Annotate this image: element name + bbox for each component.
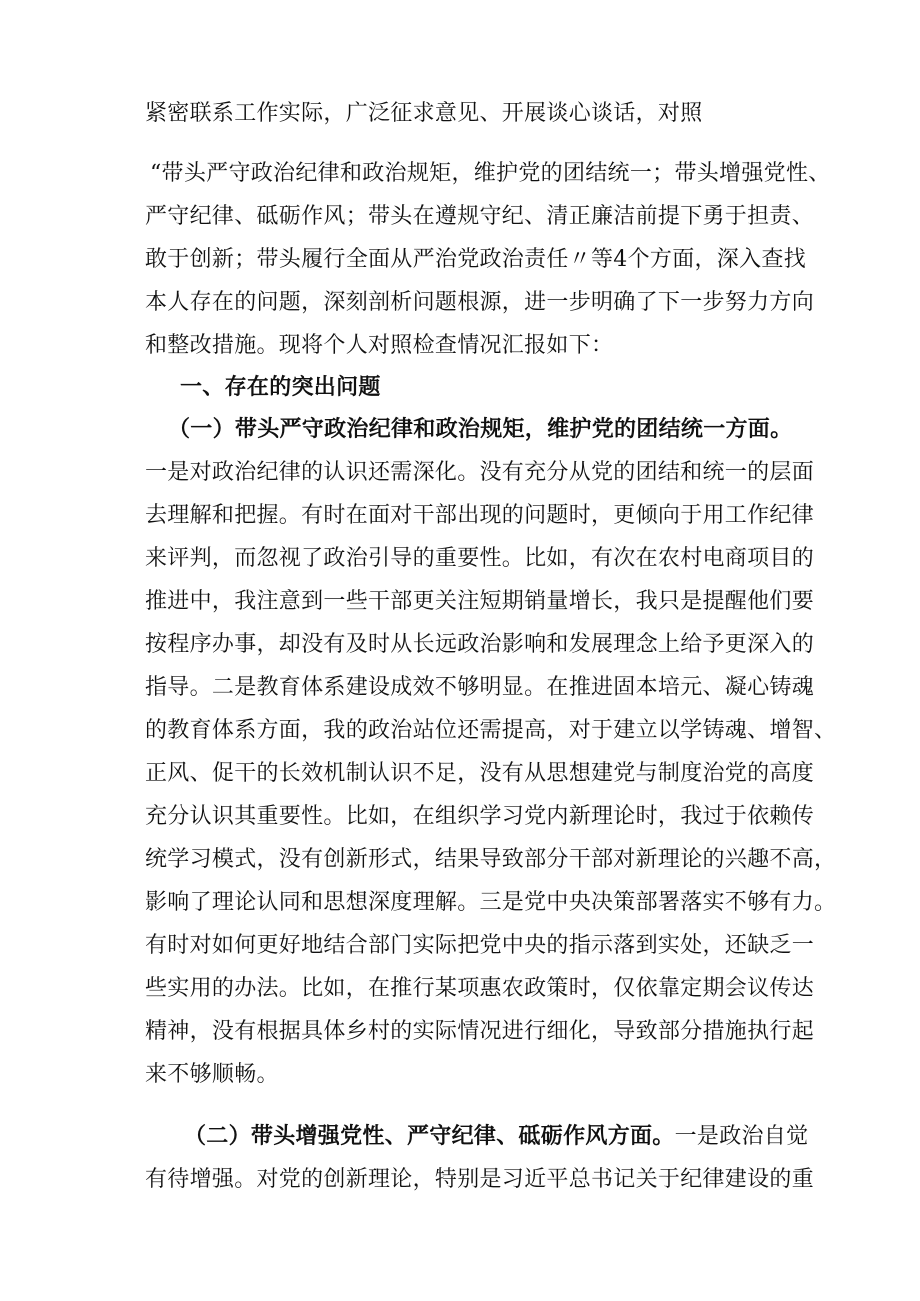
paragraph-line: 推进中，我注意到一些干部更关注短期销量增长，我只是提醒他们要 [145,589,815,614]
paragraph-line: 充分认识其重要性。比如，在组织学习党内新理论时，我过于依赖传 [145,804,815,829]
subsection-line [184,1122,809,1152]
paragraph-line: 严守纪律、砥砺作风；带头在遵规守纪、清正廉洁前提下勇于担责、 [145,204,815,229]
paragraph-line: 指导。二是教育体系建设成效不够明显。在推进固本培元、凝心铸魂 [145,675,815,700]
section-heading: 一、存在的突出问题 [180,375,381,400]
paragraph-line: 影响了理论认同和思想深度理解。三是党中央决策部署落实不够有力。 [145,890,837,915]
paragraph-line: “带头严守政治纪律和政治规矩，维护党的团结统一；带头增强党性、 [150,161,831,186]
paragraph-line: 统学习模式，没有创新形式，结果导致部分干部对新理论的兴趣不高， [145,847,837,872]
paragraph-line: 有时对如何更好地结合部门实际把党中央的指示落到实处，还缺乏一 [145,933,815,958]
paragraph-line: 敢于创新；带头履行全面从严治党政治责任〃等4个方面，深入查找 [145,247,806,272]
paragraph-line: 正风、促干的长效机制认识不足，没有从思想建党与制度治党的高度 [145,761,815,786]
paragraph-line: 精神，没有根据具体乡村的实际情况进行细化，导致部分措施执行起 [145,1019,815,1044]
subsection-heading: （二）带头增强党性、严守纪律、砥砺作风方面。 [184,1124,675,1149]
paragraph-line: 和整改措施。现将个人对照检查情况汇报如下： [145,333,614,358]
paragraph-line: 的教育体系方面，我的政治站位还需提高，对于建立以学铸魂、增智、 [145,718,837,743]
paragraph-line: 来评判，而忽视了政治引导的重要性。比如，有次在农村电商项目的 [145,546,815,571]
paragraph-line: 按程序办事，却没有及时从长远政治影响和发展理念上给予更深入的 [145,632,815,657]
paragraph-line: 本人存在的问题，深刻剖析问题根源，进一步明确了下一步努力方向 [145,290,815,315]
subsection-heading: （一）带头严守政治纪律和政治规矩，维护党的团结统一方面。 [168,417,793,442]
paragraph-line: 一是对政治纪律的认识还需深化。没有充分从党的团结和统一的层面 [145,460,815,485]
paragraph-line: 去理解和把握。有时在面对干部出现的问题时，更倾向于用工作纪律 [145,503,815,528]
subsection-text: 一是政治自觉 [674,1124,809,1149]
paragraph-line: 些实用的办法。比如，在推行某项惠农政策时，仅依靠定期会议传达 [145,976,815,1001]
paragraph-line: 有待增强。对党的创新理论，特别是习近平总书记关于纪律建设的重 [145,1167,815,1192]
paragraph-line: 紧密联系工作实际，广泛征求意见、开展谈心谈话，对照 [145,101,703,126]
paragraph-line: 来不够顺畅。 [145,1062,279,1087]
